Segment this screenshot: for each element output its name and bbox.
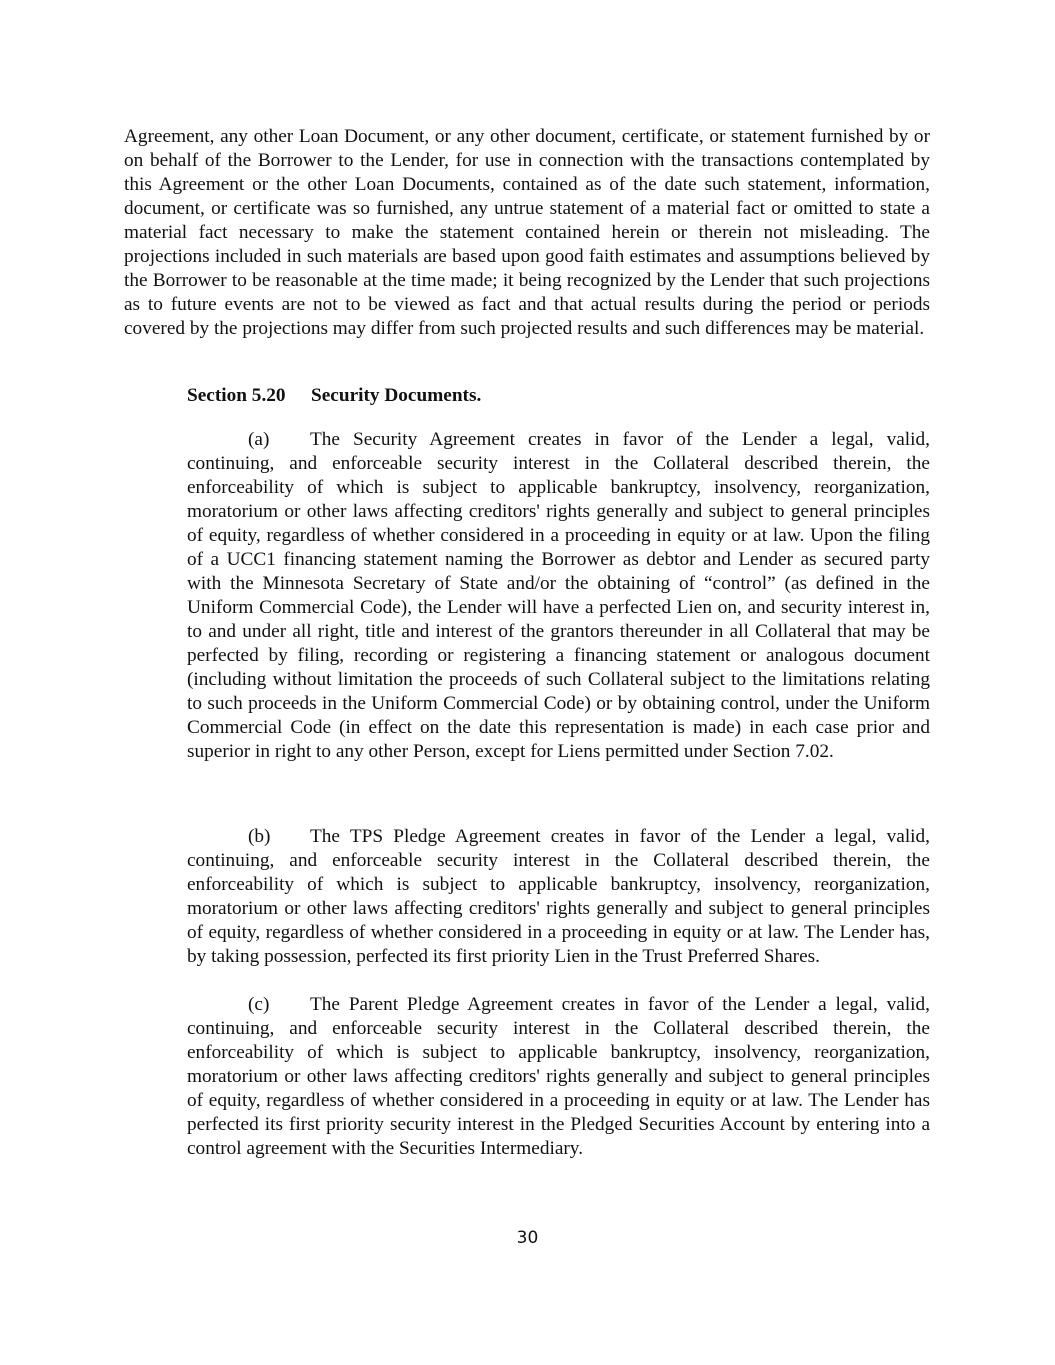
subsection-label: (b) xyxy=(248,826,271,847)
subsection-c xyxy=(187,993,930,1161)
subsection-a xyxy=(187,428,930,764)
subsection-text: The Parent Pledge Agreement creates in favor of the Lender a legal, valid, continuing, and enforceable security interest in the Collateral described therein, the enforceability of which is subject to applicable bankruptcy, insolvency, reorganization, moratorium or other laws affecting creditors' rights generally and subject to general principles of equity, regardless of whether considered in a proceeding in equity or at law. The Lender has perfected its first priority security interest in the Pledged Securities Account by entering into a control agreement with the Securities Intermediary. xyxy=(187,994,930,1159)
page-number: 30 xyxy=(516,1228,539,1248)
section-heading xyxy=(187,384,481,408)
subsection-text: The TPS Pledge Agreement creates in favor of the Lender a legal, valid, continuing, and enforceable security interest in the Collateral described therein, the enforceability of which is subject to applicable bankruptcy, insolvency, reorganization, moratorium or other laws affecting creditors' rights generally and subject to general principles of equity, regardless of whether considered in a proceeding in equity or at law. The Lender has, by taking possession, perfected its first priority Lien in the Trust Preferred Shares. xyxy=(187,826,930,967)
intro-paragraph: Agreement, any other Loan Document, or any other document, certificate, or statement furnished by or on behalf of the Borrower to the Lender, for use in connection with the transactions contemplated by this Agreement or the other Loan Documents, contained as of the date such statement, information, document, or certificate was so furnished, any untrue statement of a material fact or omitted to state a material fact necessary to make the statement contained herein or therein not misleading. The projections included in such materials are based upon good faith estimates and assumptions believed by the Borrower to be reasonable at the time made; it being recognized by the Lender that such projections as to future events are not to be viewed as fact and that actual results during the period or periods covered by the projections may differ from such projected results and such differences may be material. xyxy=(124,126,930,339)
subsection-label: (c) xyxy=(248,994,270,1015)
section-title: Security Documents. xyxy=(311,385,482,406)
section-number: Section 5.20 xyxy=(187,385,286,406)
subsection-label: (a) xyxy=(248,429,270,450)
subsection-text: The Security Agreement creates in favor of the Lender a legal, valid, continuing, and enforceable security interest in the Collateral described therein, the enforceability of which is subject to applicable bankruptcy, insolvency, reorganization, moratorium or other laws affecting creditors' rights generally and subject to general principles of equity, regardless of whether considered in a proceeding in equity or at law. Upon the filing of a UCC1 financing statement naming the Borrower as debtor and Lender as secured party with the Minnesota Secretary of State and/or the obtaining of “control” (as defined in the Uniform Commercial Code), the Lender will have a perfected Lien on, and security interest in, to and under all right, title and interest of the grantors thereunder in all Collateral that may be perfected by filing, recording or registering a financing statement or analogous document (including without limitation the proceeds of such Collateral subject to the limitations relating to such proceeds in the Uniform Commercial Code) or by obtaining control, under the Uniform Commercial Code (in effect on the date this representation is made) in each case prior and superior in right to any other Person, except for Liens permitted under Section 7.02. xyxy=(187,429,930,762)
subsection-b xyxy=(187,825,930,969)
